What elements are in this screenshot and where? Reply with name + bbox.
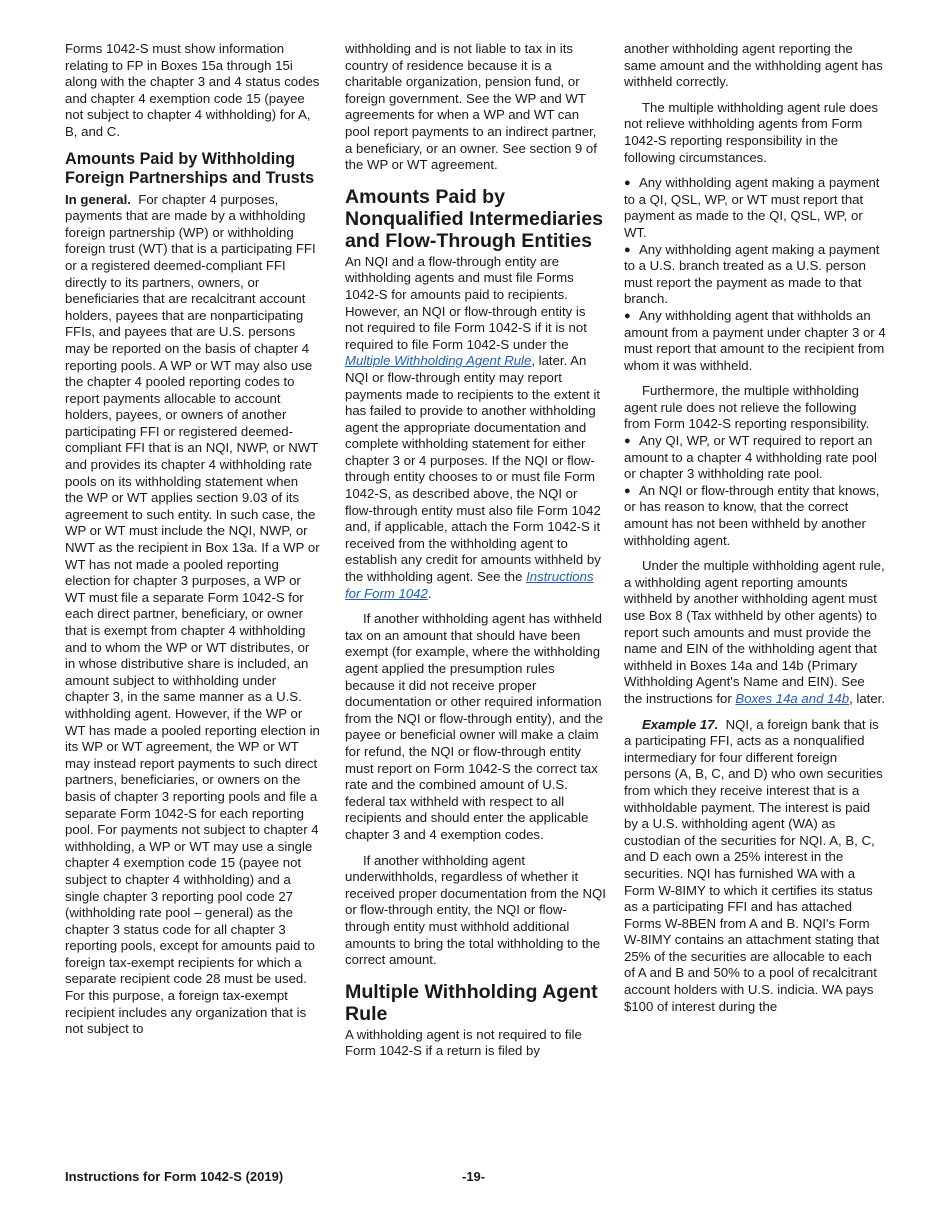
instructions-form-1042-link[interactable]: Instructions for Form 1042: [345, 569, 594, 601]
paragraph: Furthermore, the multiple withholding agent rule does not relieve the following from Form 1042-S reporting responsibility.: [624, 383, 870, 432]
column-2: [345, 41, 607, 1060]
paragraph: withholding and is not liable to tax in its country of residence because it is a charitable organization, pension fund, or foreign government. See the WP and WT agreements for when a WP and WT can pool report payments to an indirect partner, a beneficiary, or an owner. See section 9 of the WP or WT agreement.: [345, 41, 597, 173]
bullet-icon: ●: [624, 435, 631, 448]
paragraph: [65, 192, 320, 1038]
paragraph-text: NQI, a foreign bank that is a participating FFI, acts as a nonqualified intermediary for four different foreign persons (A, B, C, and D) who own securities from which they receive interest that is a withholdable payment. The interest is paid by a U.S. withholding agent (WA) as custodian of the securities for NQI. A, B, C, and D each own a 25% interest in the securities. NQI has furnished WA with a Form W-8IMY to which it certifies its status as a participating FFI and has attached Forms W-8BEN from A and B. NQI's Form W-8IMY contains an attachment stating that 25% of the securities are allocable to each of A and B and 50% to a pool of recalcitrant account holders with U.S. indicia. WA pays $100 of interest during the: [624, 716, 883, 1014]
paragraph: [624, 558, 886, 707]
footer-title: Instructions for Form 1042-S (2019): [65, 1169, 284, 1184]
bullet-icon: ●: [624, 309, 631, 322]
paragraph: The multiple withholding agent rule does not relieve withholding agents from Form 1042-S reporting responsibility in the following circumstances.: [624, 99, 879, 165]
paragraph: [624, 717, 886, 1016]
paragraph: A withholding agent is not required to file Form 1042-S if a return is filed by: [345, 1026, 582, 1059]
section-heading: Multiple Withholding Agent Rule: [345, 980, 598, 1025]
run-in-heading: In general.: [65, 191, 131, 207]
bullet-icon: ●: [624, 177, 631, 190]
bullet-list: [624, 433, 886, 549]
paragraph-text: , later. An NQI or flow-through entity may report payments made to recipients to the extent it has failed to provide to another withholding agent the appropriate documentation and complete withholding statement for either chapter 3 or 4 purposes. If the NQI or flow-through entity chooses to or must file Form 1042-S, as described above, the NQI or flow-through entity must also file Form 1042 and, if applicable, attach the Form 1042-S it received from the withholding agent to establish any credit for amounts withheld by the withholding agent. See the: [345, 353, 601, 585]
paragraph: If another withholding agent underwithholds, regardless of whether it received proper documentation from the NQI or flow-through entity, the NQI or flow-through entity must withhold additional amounts to bring the total withholding to the correct amount.: [345, 852, 606, 968]
paragraph-text: An NQI and a flow-through entity are withholding agents and must file Forms 1042-S for amounts paid to recipients. However, an NQI or flow-through entity is not required to file Form 1042-S if it is not required to file Form 1042-S under the: [345, 253, 587, 352]
paragraph: another withholding agent reporting the same amount and the withholding agent has withheld correctly.: [624, 41, 883, 90]
bullet-list: [624, 175, 886, 374]
boxes-14a-14b-link[interactable]: Boxes 14a and 14b: [735, 690, 850, 706]
paragraph-text: , later.: [849, 690, 885, 706]
bullet-icon: ●: [624, 484, 631, 497]
paragraph-text: .: [427, 585, 432, 601]
multiple-withholding-agent-rule-link[interactable]: Multiple Withholding Agent Rule: [345, 353, 532, 369]
column-3: [624, 41, 886, 1015]
list-item: ● Any withholding agent making a payment to a QI, QSL, WP, or WT must report that payment as made to the QI, QSL, WP, or WT.: [624, 175, 880, 240]
list-item: ● Any QI, WP, or WT required to report an amount to a chapter 4 withholding rate pool or chapter 3 withholding rate pool.: [624, 433, 877, 482]
paragraph-text: Under the multiple withholding agent rule, a withholding agent reporting amounts withheld by another withholding agent must use Box 8 (Tax withheld by other agents) to report such amounts and must provide the name and EIN of the withholding agent that withheld in Boxes 14a and 14b (Primary Withholding Agent's Name and EIN). See the instructions for: [624, 558, 885, 706]
paragraph-text: For chapter 4 purposes, payments that are made by a withholding foreign partnership (WP) or withholding foreign trust (WT) that is a participating FFI or a registered deemed-compliant FFI directly to its partners, owners, or beneficiaries that are recalcitrant account holders, payees that are nonparticipating FFIs, and payees that are U.S. persons may be reported on the basis of chapter 4 reporting pools. A WP or WT may also use the chapter 4 pooled reporting codes to report payments allocable to account holders, payees, or owners of another participating FFI or registered deemed-compliant FFI that is an NQI, NWP, or NWT and provides its chapter 4 withholding rate pools on its withholding statement when the WP or WT applies section 9.03 of its agreement to such entity. In such case, the WP or WT must include the NQI, NWP, or NWT as the recipient in Box 13a. If a WP or WT has not made a pooled reporting election for chapter 3 purposes, a WP or WT must file a separate Form 1042-S for each direct partner, beneficiary, or owner that is exempt from chapter 4 withholding and to whom the WP or WT distributes, or in whose distributive share is included, an amount subject to withholding under chapter 3, in the same manner as a U.S. withholding agent. However, if the WP or WT has made a pooled reporting election in its WP or WT agreement, the WP or WT may instead report payments to such direct partners, beneficiaries, or owners on the basis of chapter 3 reporting pools and file a separate Form 1042-S for each reporting pool. For payments not subject to chapter 4 withholding, a WP or WT may use a single chapter 4 exemption code 15 (payee not subject to chapter 4 withholding) and a single chapter 3 reporting pool code 27 (withholding rate pool – general) as the chapter 3 status code for all chapter 3 reporting pools, except for amounts paid to foreign tax-exempt recipients for which a separate recipient code 28 must be used. For this purpose, a foreign tax-exempt recipient includes any organization that is not subject to: [65, 191, 320, 1037]
list-item: ● An NQI or flow-through entity that knows, or has reason to know, that the correct amount has not been withheld by another withholding agent.: [624, 482, 880, 548]
paragraph: If another withholding agent has withheld tax on an amount that should have been exempt (for example, where the withholding agent applied the presumption rules because it did not receive proper documentation or other required information from the NQI or flow-through entity), and the payee or beneficial owner will make a claim for refund, the NQI or flow-through entity must report on Form 1042-S the correct tax rate and the combined amount of U.S. federal tax withheld with respect to all recipients and should enter the applicable chapter 3 and 4 exemption codes.: [345, 611, 604, 842]
page-number: -19-: [462, 1169, 486, 1184]
paragraph: Forms 1042-S must show information relating to FP in Boxes 15a through 15i along with the chapter 3 and 4 status codes and chapter 4 exemption code 15 (payee not subject to chapter 4 withholding) for A, B, and C.: [65, 41, 320, 139]
list-item: ● Any withholding agent making a payment to a U.S. branch treated as a U.S. person must report the payment as made to that branch.: [624, 241, 880, 307]
section-heading: Amounts Paid by Withholding Foreign Partnerships and Trusts: [65, 149, 315, 187]
bullet-icon: ●: [624, 243, 631, 256]
example-label: Example 17.: [642, 716, 719, 732]
section-heading: Amounts Paid by Nonqualified Intermediaries and Flow-Through Entities: [345, 185, 604, 252]
list-item: ● Any withholding agent that withholds an amount from a payment under chapter 3 or 4 must report that amount to the recipient from whom it was withheld.: [624, 307, 886, 373]
column-1: [65, 41, 320, 1038]
paragraph: [345, 254, 607, 602]
